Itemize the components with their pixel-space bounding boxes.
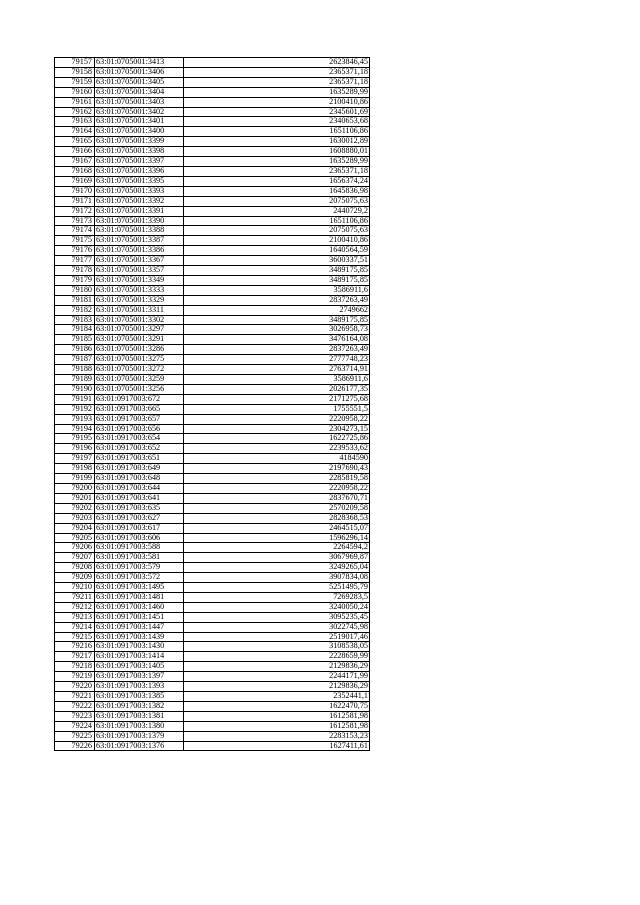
cadastral-number-cell: 63:01:0917003:1379 bbox=[95, 731, 184, 741]
value-cell: 2352441,1 bbox=[184, 692, 370, 702]
table-row bbox=[55, 127, 370, 137]
row-number-cell: 79222 bbox=[55, 701, 95, 711]
row-number-cell: 79158 bbox=[55, 67, 95, 77]
table-row bbox=[55, 295, 370, 305]
row-number-cell: 79164 bbox=[55, 127, 95, 137]
row-number-cell: 79211 bbox=[55, 592, 95, 602]
row-number-cell: 79179 bbox=[55, 275, 95, 285]
value-cell: 2828368,53 bbox=[184, 513, 370, 523]
table-row bbox=[55, 632, 370, 642]
value-cell: 2519017,46 bbox=[184, 632, 370, 642]
value-cell: 1645836,98 bbox=[184, 186, 370, 196]
table-row bbox=[55, 266, 370, 276]
cadastral-number-cell: 63:01:0917003:572 bbox=[95, 573, 184, 583]
row-number-cell: 79221 bbox=[55, 692, 95, 702]
cadastral-number-cell: 63:01:0917003:627 bbox=[95, 513, 184, 523]
table-row bbox=[55, 285, 370, 295]
value-cell: 3249265,04 bbox=[184, 563, 370, 573]
cadastral-number-cell: 63:01:0705001:3393 bbox=[95, 186, 184, 196]
table-body bbox=[55, 58, 370, 751]
row-number-cell: 79207 bbox=[55, 553, 95, 563]
table-row bbox=[55, 216, 370, 226]
cadastral-number-cell: 63:01:0917003:581 bbox=[95, 553, 184, 563]
table-row bbox=[55, 741, 370, 751]
row-number-cell: 79169 bbox=[55, 176, 95, 186]
row-number-cell: 79163 bbox=[55, 117, 95, 127]
row-number-cell: 79181 bbox=[55, 295, 95, 305]
value-cell: 3489175,85 bbox=[184, 266, 370, 276]
row-number-cell: 79178 bbox=[55, 266, 95, 276]
value-cell: 2365371,18 bbox=[184, 166, 370, 176]
row-number-cell: 79182 bbox=[55, 305, 95, 315]
value-cell: 1612581,98 bbox=[184, 721, 370, 731]
table-row bbox=[55, 226, 370, 236]
value-cell: 2345601,69 bbox=[184, 107, 370, 117]
row-number-cell: 79188 bbox=[55, 365, 95, 375]
cadastral-number-cell: 63:01:0705001:3367 bbox=[95, 256, 184, 266]
value-cell: 2129836,29 bbox=[184, 662, 370, 672]
table-row bbox=[55, 454, 370, 464]
table-row bbox=[55, 622, 370, 632]
table-row bbox=[55, 196, 370, 206]
cadastral-number-cell: 63:01:0705001:3329 bbox=[95, 295, 184, 305]
cadastral-number-cell: 63:01:0917003:1385 bbox=[95, 692, 184, 702]
cadastral-number-cell: 63:01:0705001:3398 bbox=[95, 147, 184, 157]
cadastral-number-cell: 63:01:0917003:657 bbox=[95, 414, 184, 424]
value-cell: 2623846,45 bbox=[184, 58, 370, 68]
cadastral-number-cell: 63:01:0917003:1393 bbox=[95, 682, 184, 692]
value-cell: 2075075,63 bbox=[184, 226, 370, 236]
cadastral-number-cell: 63:01:0917003:579 bbox=[95, 563, 184, 573]
table-row bbox=[55, 692, 370, 702]
cadastral-number-cell: 63:01:0705001:3396 bbox=[95, 166, 184, 176]
cadastral-number-cell: 63:01:0705001:3357 bbox=[95, 266, 184, 276]
cadastral-number-cell: 63:01:0917003:1430 bbox=[95, 642, 184, 652]
cadastral-number-cell: 63:01:0917003:1382 bbox=[95, 701, 184, 711]
row-number-cell: 79174 bbox=[55, 226, 95, 236]
cadastral-number-cell: 63:01:0917003:1405 bbox=[95, 662, 184, 672]
cadastral-number-cell: 63:01:0917003:1447 bbox=[95, 622, 184, 632]
row-number-cell: 79223 bbox=[55, 711, 95, 721]
row-number-cell: 79218 bbox=[55, 662, 95, 672]
cadastral-number-cell: 63:01:0705001:3259 bbox=[95, 375, 184, 385]
table-row bbox=[55, 662, 370, 672]
row-number-cell: 79159 bbox=[55, 77, 95, 87]
row-number-cell: 79215 bbox=[55, 632, 95, 642]
table-row bbox=[55, 404, 370, 414]
row-number-cell: 79173 bbox=[55, 216, 95, 226]
value-cell: 2763714,91 bbox=[184, 365, 370, 375]
value-cell: 1651106,86 bbox=[184, 216, 370, 226]
value-cell: 7269283,5 bbox=[184, 592, 370, 602]
value-cell: 1651106,86 bbox=[184, 127, 370, 137]
table-row bbox=[55, 434, 370, 444]
cadastral-number-cell: 63:01:0705001:3391 bbox=[95, 206, 184, 216]
value-cell: 2304273,15 bbox=[184, 424, 370, 434]
table-row bbox=[55, 543, 370, 553]
table-row bbox=[55, 375, 370, 385]
value-cell: 2837263,49 bbox=[184, 295, 370, 305]
row-number-cell: 79168 bbox=[55, 166, 95, 176]
value-cell: 2129836,29 bbox=[184, 682, 370, 692]
value-cell: 3907834,08 bbox=[184, 573, 370, 583]
table-row bbox=[55, 186, 370, 196]
value-cell: 1622725,86 bbox=[184, 434, 370, 444]
value-cell: 2244171,99 bbox=[184, 672, 370, 682]
value-cell: 3600337,51 bbox=[184, 256, 370, 266]
row-number-cell: 79200 bbox=[55, 483, 95, 493]
row-number-cell: 79183 bbox=[55, 315, 95, 325]
row-number-cell: 79209 bbox=[55, 573, 95, 583]
value-cell: 2197690,43 bbox=[184, 464, 370, 474]
value-cell: 5251495,79 bbox=[184, 583, 370, 593]
value-cell: 2026177,35 bbox=[184, 384, 370, 394]
row-number-cell: 79214 bbox=[55, 622, 95, 632]
cadastral-number-cell: 63:01:0917003:1439 bbox=[95, 632, 184, 642]
cadastral-number-cell: 63:01:0917003:1380 bbox=[95, 721, 184, 731]
cadastral-number-cell: 63:01:0917003:1381 bbox=[95, 711, 184, 721]
cadastral-number-cell: 63:01:0917003:1460 bbox=[95, 602, 184, 612]
cadastral-number-cell: 63:01:0705001:3302 bbox=[95, 315, 184, 325]
table-row bbox=[55, 483, 370, 493]
table-row bbox=[55, 246, 370, 256]
cadastral-number-cell: 63:01:0917003:656 bbox=[95, 424, 184, 434]
value-cell: 2837263,49 bbox=[184, 345, 370, 355]
cadastral-number-cell: 63:01:0917003:654 bbox=[95, 434, 184, 444]
table-row bbox=[55, 592, 370, 602]
table-row bbox=[55, 513, 370, 523]
table-row bbox=[55, 77, 370, 87]
value-cell: 2570209,58 bbox=[184, 503, 370, 513]
cadastral-number-cell: 63:01:0705001:3397 bbox=[95, 157, 184, 167]
table-row bbox=[55, 256, 370, 266]
table-row bbox=[55, 563, 370, 573]
value-cell: 3067969,87 bbox=[184, 553, 370, 563]
cadastral-number-cell: 63:01:0917003:648 bbox=[95, 474, 184, 484]
table-row bbox=[55, 731, 370, 741]
table-row bbox=[55, 325, 370, 335]
row-number-cell: 79165 bbox=[55, 137, 95, 147]
table-row bbox=[55, 97, 370, 107]
cadastral-number-cell: 63:01:0917003:1451 bbox=[95, 612, 184, 622]
value-cell: 1627411,61 bbox=[184, 741, 370, 751]
cadastral-number-cell: 63:01:0917003:606 bbox=[95, 533, 184, 543]
row-number-cell: 79191 bbox=[55, 394, 95, 404]
row-number-cell: 79189 bbox=[55, 375, 95, 385]
value-cell: 2100410,86 bbox=[184, 97, 370, 107]
value-cell: 2285819,58 bbox=[184, 474, 370, 484]
cadastral-number-cell: 63:01:0917003:1481 bbox=[95, 592, 184, 602]
value-cell: 3586911,6 bbox=[184, 285, 370, 295]
row-number-cell: 79206 bbox=[55, 543, 95, 553]
row-number-cell: 79210 bbox=[55, 583, 95, 593]
table-row bbox=[55, 206, 370, 216]
table-row bbox=[55, 107, 370, 117]
row-number-cell: 79203 bbox=[55, 513, 95, 523]
table-row bbox=[55, 474, 370, 484]
value-cell: 3240050,24 bbox=[184, 602, 370, 612]
row-number-cell: 79197 bbox=[55, 454, 95, 464]
row-number-cell: 79208 bbox=[55, 563, 95, 573]
value-cell: 1630012,89 bbox=[184, 137, 370, 147]
table-row bbox=[55, 305, 370, 315]
row-number-cell: 79187 bbox=[55, 355, 95, 365]
cadastral-number-cell: 63:01:0917003:1376 bbox=[95, 741, 184, 751]
table-row bbox=[55, 157, 370, 167]
cadastral-number-cell: 63:01:0705001:3256 bbox=[95, 384, 184, 394]
cadastral-number-cell: 63:01:0705001:3388 bbox=[95, 226, 184, 236]
row-number-cell: 79199 bbox=[55, 474, 95, 484]
row-number-cell: 79160 bbox=[55, 87, 95, 97]
table-row bbox=[55, 612, 370, 622]
cadastral-number-cell: 63:01:0917003:1397 bbox=[95, 672, 184, 682]
table-row bbox=[55, 137, 370, 147]
cadastral-number-cell: 63:01:0705001:3286 bbox=[95, 345, 184, 355]
cadastral-number-cell: 63:01:0917003:1495 bbox=[95, 583, 184, 593]
data-table bbox=[54, 57, 370, 751]
value-cell: 1622470,75 bbox=[184, 701, 370, 711]
table-row bbox=[55, 493, 370, 503]
cadastral-number-cell: 63:01:0917003:672 bbox=[95, 394, 184, 404]
table-row bbox=[55, 602, 370, 612]
cadastral-number-cell: 63:01:0705001:3395 bbox=[95, 176, 184, 186]
value-cell: 2837670,71 bbox=[184, 493, 370, 503]
cadastral-number-cell: 63:01:0705001:3333 bbox=[95, 285, 184, 295]
row-number-cell: 79194 bbox=[55, 424, 95, 434]
row-number-cell: 79224 bbox=[55, 721, 95, 731]
value-cell: 2777748,23 bbox=[184, 355, 370, 365]
table-row bbox=[55, 523, 370, 533]
row-number-cell: 79177 bbox=[55, 256, 95, 266]
cadastral-number-cell: 63:01:0705001:3386 bbox=[95, 246, 184, 256]
cadastral-number-cell: 63:01:0705001:3311 bbox=[95, 305, 184, 315]
cadastral-number-cell: 63:01:0917003:665 bbox=[95, 404, 184, 414]
value-cell: 3095235,45 bbox=[184, 612, 370, 622]
row-number-cell: 79172 bbox=[55, 206, 95, 216]
table-row bbox=[55, 672, 370, 682]
value-cell: 2440729,2 bbox=[184, 206, 370, 216]
cadastral-number-cell: 63:01:0705001:3387 bbox=[95, 236, 184, 246]
value-cell: 1612581,98 bbox=[184, 711, 370, 721]
row-number-cell: 79201 bbox=[55, 493, 95, 503]
value-cell: 2264594,2 bbox=[184, 543, 370, 553]
row-number-cell: 79202 bbox=[55, 503, 95, 513]
row-number-cell: 79196 bbox=[55, 444, 95, 454]
table-row bbox=[55, 58, 370, 68]
value-cell: 1640564,59 bbox=[184, 246, 370, 256]
row-number-cell: 79198 bbox=[55, 464, 95, 474]
row-number-cell: 79175 bbox=[55, 236, 95, 246]
table-row bbox=[55, 424, 370, 434]
cadastral-number-cell: 63:01:0705001:3404 bbox=[95, 87, 184, 97]
cadastral-number-cell: 63:01:0917003:635 bbox=[95, 503, 184, 513]
row-number-cell: 79212 bbox=[55, 602, 95, 612]
row-number-cell: 79180 bbox=[55, 285, 95, 295]
row-number-cell: 79176 bbox=[55, 246, 95, 256]
table-row bbox=[55, 335, 370, 345]
row-number-cell: 79170 bbox=[55, 186, 95, 196]
value-cell: 2171275,68 bbox=[184, 394, 370, 404]
cadastral-number-cell: 63:01:0705001:3406 bbox=[95, 67, 184, 77]
cadastral-number-cell: 63:01:0705001:3402 bbox=[95, 107, 184, 117]
value-cell: 2228659,99 bbox=[184, 652, 370, 662]
cadastral-number-cell: 63:01:0917003:1414 bbox=[95, 652, 184, 662]
value-cell: 2220958,22 bbox=[184, 483, 370, 493]
value-cell: 3022745,98 bbox=[184, 622, 370, 632]
table-row bbox=[55, 652, 370, 662]
row-number-cell: 79166 bbox=[55, 147, 95, 157]
cadastral-number-cell: 63:01:0705001:3400 bbox=[95, 127, 184, 137]
table-row bbox=[55, 384, 370, 394]
table-row bbox=[55, 345, 370, 355]
table-row bbox=[55, 147, 370, 157]
table-row bbox=[55, 67, 370, 77]
value-cell: 2340653,68 bbox=[184, 117, 370, 127]
value-cell: 2365371,18 bbox=[184, 77, 370, 87]
table-row bbox=[55, 166, 370, 176]
table-row bbox=[55, 365, 370, 375]
value-cell: 1596296,14 bbox=[184, 533, 370, 543]
table-row bbox=[55, 533, 370, 543]
value-cell: 2283153,23 bbox=[184, 731, 370, 741]
value-cell: 3108538,05 bbox=[184, 642, 370, 652]
table-row bbox=[55, 682, 370, 692]
row-number-cell: 79213 bbox=[55, 612, 95, 622]
cadastral-number-cell: 63:01:0917003:652 bbox=[95, 444, 184, 454]
row-number-cell: 79193 bbox=[55, 414, 95, 424]
row-number-cell: 79195 bbox=[55, 434, 95, 444]
value-cell: 1635289,99 bbox=[184, 87, 370, 97]
cadastral-number-cell: 63:01:0917003:588 bbox=[95, 543, 184, 553]
table-row bbox=[55, 414, 370, 424]
row-number-cell: 79204 bbox=[55, 523, 95, 533]
cadastral-number-cell: 63:01:0705001:3390 bbox=[95, 216, 184, 226]
cadastral-number-cell: 63:01:0917003:651 bbox=[95, 454, 184, 464]
value-cell: 2100410,86 bbox=[184, 236, 370, 246]
table-row bbox=[55, 444, 370, 454]
value-cell: 3489175,85 bbox=[184, 275, 370, 285]
cadastral-number-cell: 63:01:0705001:3399 bbox=[95, 137, 184, 147]
cadastral-number-cell: 63:01:0917003:649 bbox=[95, 464, 184, 474]
cadastral-number-cell: 63:01:0705001:3349 bbox=[95, 275, 184, 285]
row-number-cell: 79184 bbox=[55, 325, 95, 335]
row-number-cell: 79217 bbox=[55, 652, 95, 662]
row-number-cell: 79225 bbox=[55, 731, 95, 741]
table-row bbox=[55, 117, 370, 127]
row-number-cell: 79186 bbox=[55, 345, 95, 355]
row-number-cell: 79185 bbox=[55, 335, 95, 345]
cadastral-number-cell: 63:01:0917003:641 bbox=[95, 493, 184, 503]
value-cell: 1755551,5 bbox=[184, 404, 370, 414]
row-number-cell: 79167 bbox=[55, 157, 95, 167]
value-cell: 2749662 bbox=[184, 305, 370, 315]
value-cell: 1656374,24 bbox=[184, 176, 370, 186]
value-cell: 1635289,99 bbox=[184, 157, 370, 167]
row-number-cell: 79192 bbox=[55, 404, 95, 414]
table-row bbox=[55, 275, 370, 285]
value-cell: 2220958,22 bbox=[184, 414, 370, 424]
cadastral-number-cell: 63:01:0705001:3297 bbox=[95, 325, 184, 335]
table-row bbox=[55, 464, 370, 474]
table-row bbox=[55, 315, 370, 325]
table-row bbox=[55, 711, 370, 721]
value-cell: 2365371,18 bbox=[184, 67, 370, 77]
table-row bbox=[55, 642, 370, 652]
cadastral-number-cell: 63:01:0705001:3413 bbox=[95, 58, 184, 68]
value-cell: 3026958,73 bbox=[184, 325, 370, 335]
table-row bbox=[55, 355, 370, 365]
table-row bbox=[55, 583, 370, 593]
value-cell: 2239533,62 bbox=[184, 444, 370, 454]
value-cell: 2075075,63 bbox=[184, 196, 370, 206]
row-number-cell: 79220 bbox=[55, 682, 95, 692]
table-row bbox=[55, 573, 370, 583]
value-cell: 1608880,01 bbox=[184, 147, 370, 157]
row-number-cell: 79162 bbox=[55, 107, 95, 117]
table-row bbox=[55, 553, 370, 563]
row-number-cell: 79171 bbox=[55, 196, 95, 206]
table-row bbox=[55, 394, 370, 404]
value-cell: 2464515,07 bbox=[184, 523, 370, 533]
cadastral-number-cell: 63:01:0917003:644 bbox=[95, 483, 184, 493]
cadastral-number-cell: 63:01:0917003:617 bbox=[95, 523, 184, 533]
row-number-cell: 79216 bbox=[55, 642, 95, 652]
row-number-cell: 79226 bbox=[55, 741, 95, 751]
cadastral-number-cell: 63:01:0705001:3291 bbox=[95, 335, 184, 345]
value-cell: 3586911,6 bbox=[184, 375, 370, 385]
table-row bbox=[55, 176, 370, 186]
cadastral-number-cell: 63:01:0705001:3405 bbox=[95, 77, 184, 87]
row-number-cell: 79161 bbox=[55, 97, 95, 107]
row-number-cell: 79190 bbox=[55, 384, 95, 394]
table-row bbox=[55, 87, 370, 97]
value-cell: 4184590 bbox=[184, 454, 370, 464]
cadastral-number-cell: 63:01:0705001:3275 bbox=[95, 355, 184, 365]
value-cell: 3489175,85 bbox=[184, 315, 370, 325]
table-row bbox=[55, 503, 370, 513]
row-number-cell: 79205 bbox=[55, 533, 95, 543]
cadastral-number-cell: 63:01:0705001:3403 bbox=[95, 97, 184, 107]
cadastral-number-cell: 63:01:0705001:3272 bbox=[95, 365, 184, 375]
table-row bbox=[55, 701, 370, 711]
table-row bbox=[55, 236, 370, 246]
cadastral-number-cell: 63:01:0705001:3392 bbox=[95, 196, 184, 206]
row-number-cell: 79219 bbox=[55, 672, 95, 682]
cadastral-number-cell: 63:01:0705001:3401 bbox=[95, 117, 184, 127]
table-row bbox=[55, 721, 370, 731]
value-cell: 3476164,08 bbox=[184, 335, 370, 345]
row-number-cell: 79157 bbox=[55, 58, 95, 68]
